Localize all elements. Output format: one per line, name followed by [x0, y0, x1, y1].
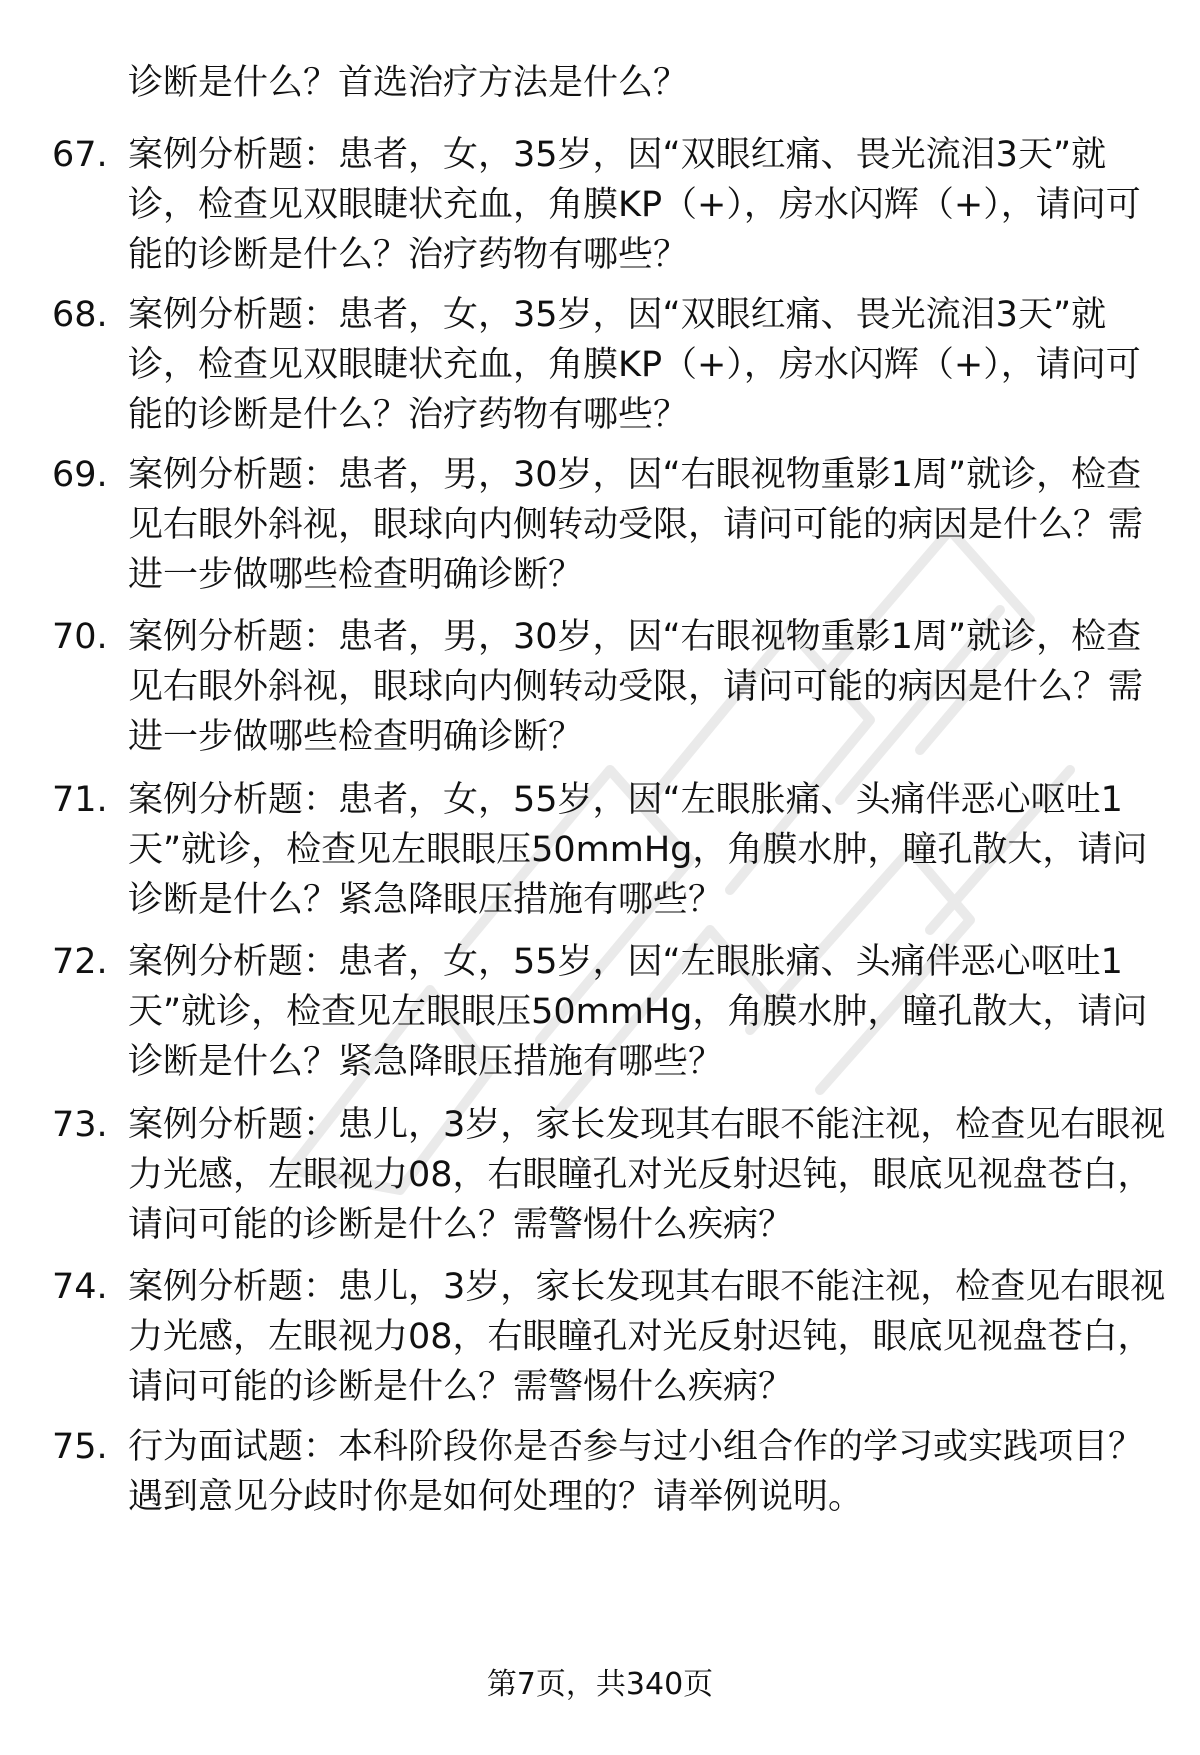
question-number: 72. [52, 942, 108, 982]
question-number: 68. [52, 295, 108, 335]
continuation-text: 诊断是什么？首选治疗方法是什么？ [128, 63, 689, 103]
question-number: 75. [52, 1427, 108, 1467]
question-number: 73. [52, 1105, 108, 1145]
question-item [52, 937, 1172, 1087]
question-item [52, 1100, 1172, 1250]
question-text: 行为面试题：本科阶段你是否参与过小组合作的学习或实践项目？遇到意见分歧时你是如何处理的？请举例说明。 [128, 1427, 1144, 1517]
question-item [52, 775, 1172, 925]
question-text: 案例分析题：患者，女，55岁，因“左眼胀痛、头痛伴恶心呕吐1天”就诊，检查见左眼眼压50mmHg，角膜水肿，瞳孔散大，请问诊断是什么？紧急降眼压措施有哪些？ [128, 942, 1148, 1082]
question-item [52, 1422, 1172, 1522]
question-item [52, 1262, 1172, 1412]
question-number: 70. [52, 617, 108, 657]
question-item [52, 130, 1172, 280]
question-number: 69. [52, 455, 108, 495]
question-text: 案例分析题：患者，男，30岁，因“右眼视物重影1周”就诊，检查见右眼外斜视，眼球向内侧转动受限，请问可能的病因是什么？需进一步做哪些检查明确诊断？ [128, 455, 1144, 595]
question-text: 案例分析题：患者，女，35岁，因“双眼红痛、畏光流泪3天”就诊，检查见双眼睫状充血，角膜KP（+），房水闪辉（+），请问可能的诊断是什么？治疗药物有哪些？ [128, 135, 1141, 275]
question-item [52, 612, 1172, 762]
question-text: 案例分析题：患者，男，30岁，因“右眼视物重影1周”就诊，检查见右眼外斜视，眼球向内侧转动受限，请问可能的病因是什么？需进一步做哪些检查明确诊断？ [128, 617, 1144, 757]
question-text: 案例分析题：患儿，3岁，家长发现其右眼不能注视，检查见右眼视力光感，左眼视力08，右眼瞳孔对光反射迟钝，眼底见视盘苍白，请问可能的诊断是什么？需警惕什么疾病？ [128, 1267, 1166, 1407]
question-number: 71. [52, 780, 108, 820]
question-text: 案例分析题：患者，女，35岁，因“双眼红痛、畏光流泪3天”就诊，检查见双眼睫状充血，角膜KP（+），房水闪辉（+），请问可能的诊断是什么？治疗药物有哪些？ [128, 295, 1141, 435]
question-number: 67. [52, 135, 108, 175]
question-number: 74. [52, 1267, 108, 1307]
page-footer: 第7页，共340页 [486, 1667, 714, 1702]
question-text: 案例分析题：患儿，3岁，家长发现其右眼不能注视，检查见右眼视力光感，左眼视力08，右眼瞳孔对光反射迟钝，眼底见视盘苍白，请问可能的诊断是什么？需警惕什么疾病？ [128, 1105, 1166, 1245]
question-item [52, 450, 1172, 600]
question-text: 案例分析题：患者，女，55岁，因“左眼胀痛、头痛伴恶心呕吐1天”就诊，检查见左眼眼压50mmHg，角膜水肿，瞳孔散大，请问诊断是什么？紧急降眼压措施有哪些？ [128, 780, 1148, 920]
question-item [52, 290, 1172, 440]
